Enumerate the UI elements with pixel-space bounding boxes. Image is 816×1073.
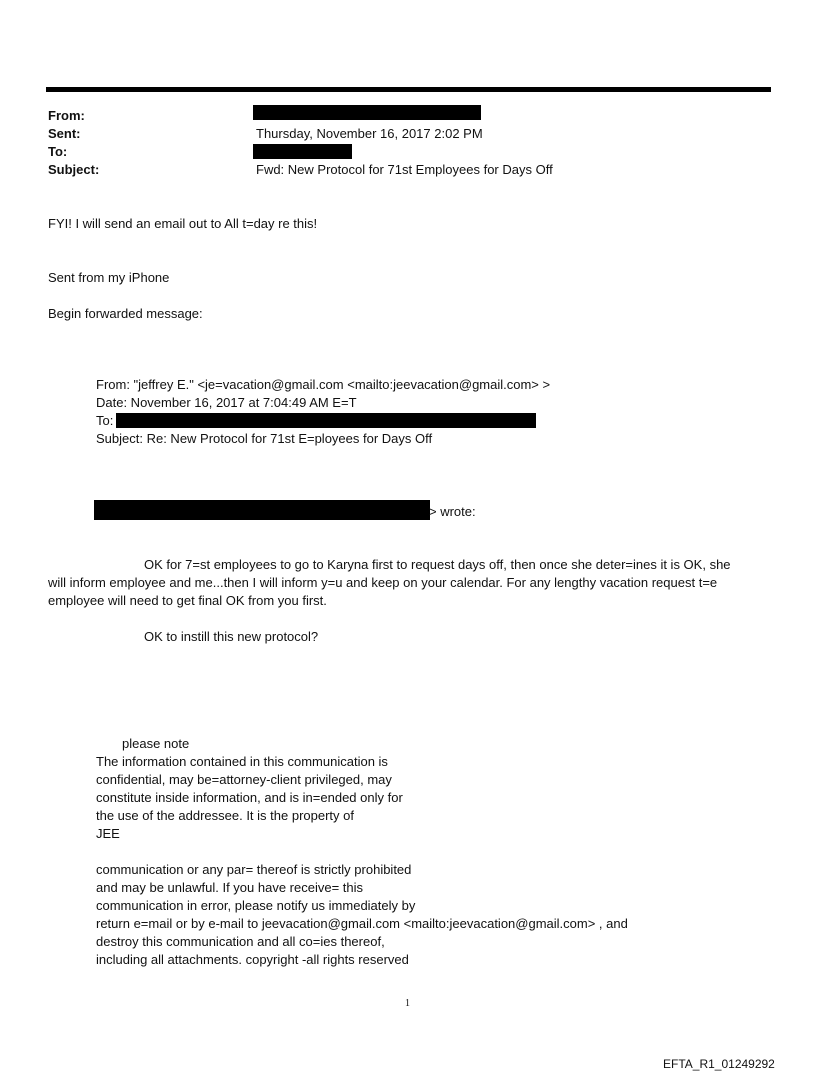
message-line-2: will inform employee and me...then I will inform y=u and keep on your calendar. For any lengthy vacation request t=e — [48, 575, 718, 590]
disclaimer-line: The information contained in this communication is — [96, 754, 388, 769]
sent-value: Thursday, November 16, 2017 2:02 PM — [256, 126, 483, 141]
disclaimer-line: and may be unlawful. If you have receive= this — [96, 880, 364, 895]
begin-forwarded-line: Begin forwarded message: — [48, 306, 203, 321]
to-label: To: — [48, 144, 68, 159]
sent-label: Sent: — [48, 126, 81, 141]
disclaimer-line: constitute inside information, and is in=ended only for — [96, 790, 403, 805]
forwarded-from-line: From: "jeffrey E." <je=vacation@gmail.com <mailto:jeevacation@gmail.com> > — [96, 377, 551, 392]
wrote-line: > wrote: — [429, 504, 476, 519]
disclaimer-line: including all attachments. copyright -all rights reserved — [96, 952, 409, 967]
disclaimer-line: communication in error, please notify us immediately by — [96, 898, 416, 913]
disclaimer-line: destroy this communication and all co=ies thereof, — [96, 934, 385, 949]
header-rule — [46, 87, 771, 92]
redaction-forwarded-to — [116, 413, 536, 428]
from-label: From: — [48, 108, 85, 123]
message-question: OK to instill this new protocol? — [144, 629, 319, 644]
disclaimer-line: the use of the addressee. It is the property of — [96, 808, 354, 823]
document-id: EFTA_R1_01249292 — [663, 1057, 775, 1071]
disclaimer-line: communication or any par= thereof is strictly prohibited — [96, 862, 412, 877]
disclaimer-line: JEE — [96, 826, 120, 841]
redaction-from — [253, 105, 481, 120]
forwarded-date-line: Date: November 16, 2017 at 7:04:49 AM E=T — [96, 395, 357, 410]
redaction-to — [253, 144, 352, 159]
redaction-sender — [94, 500, 430, 520]
forwarded-subject-line: Subject: Re: New Protocol for 71st E=ployees for Days Off — [96, 431, 433, 446]
disclaimer-line: return e=mail or by e-mail to jeevacation@gmail.com <mailto:jeevacation@gmail.com> , and — [96, 916, 628, 931]
page-number: 1 — [405, 998, 410, 1009]
disclaimer-note: please note — [122, 736, 190, 751]
fyi-line: FYI! I will send an email out to All t=day re this! — [48, 216, 318, 231]
message-line-3: employee will need to get final OK from you first. — [48, 593, 327, 608]
subject-value: Fwd: New Protocol for 71st Employees for Days Off — [256, 162, 553, 177]
sent-from-line: Sent from my iPhone — [48, 270, 170, 285]
message-line-1: OK for 7=st employees to go to Karyna first to request days off, then once she deter=ines it is OK, she — [144, 557, 731, 572]
forwarded-to-label: To: — [96, 413, 114, 428]
subject-label: Subject: — [48, 162, 100, 177]
disclaimer-line: confidential, may be=attorney-client privileged, may — [96, 772, 392, 787]
